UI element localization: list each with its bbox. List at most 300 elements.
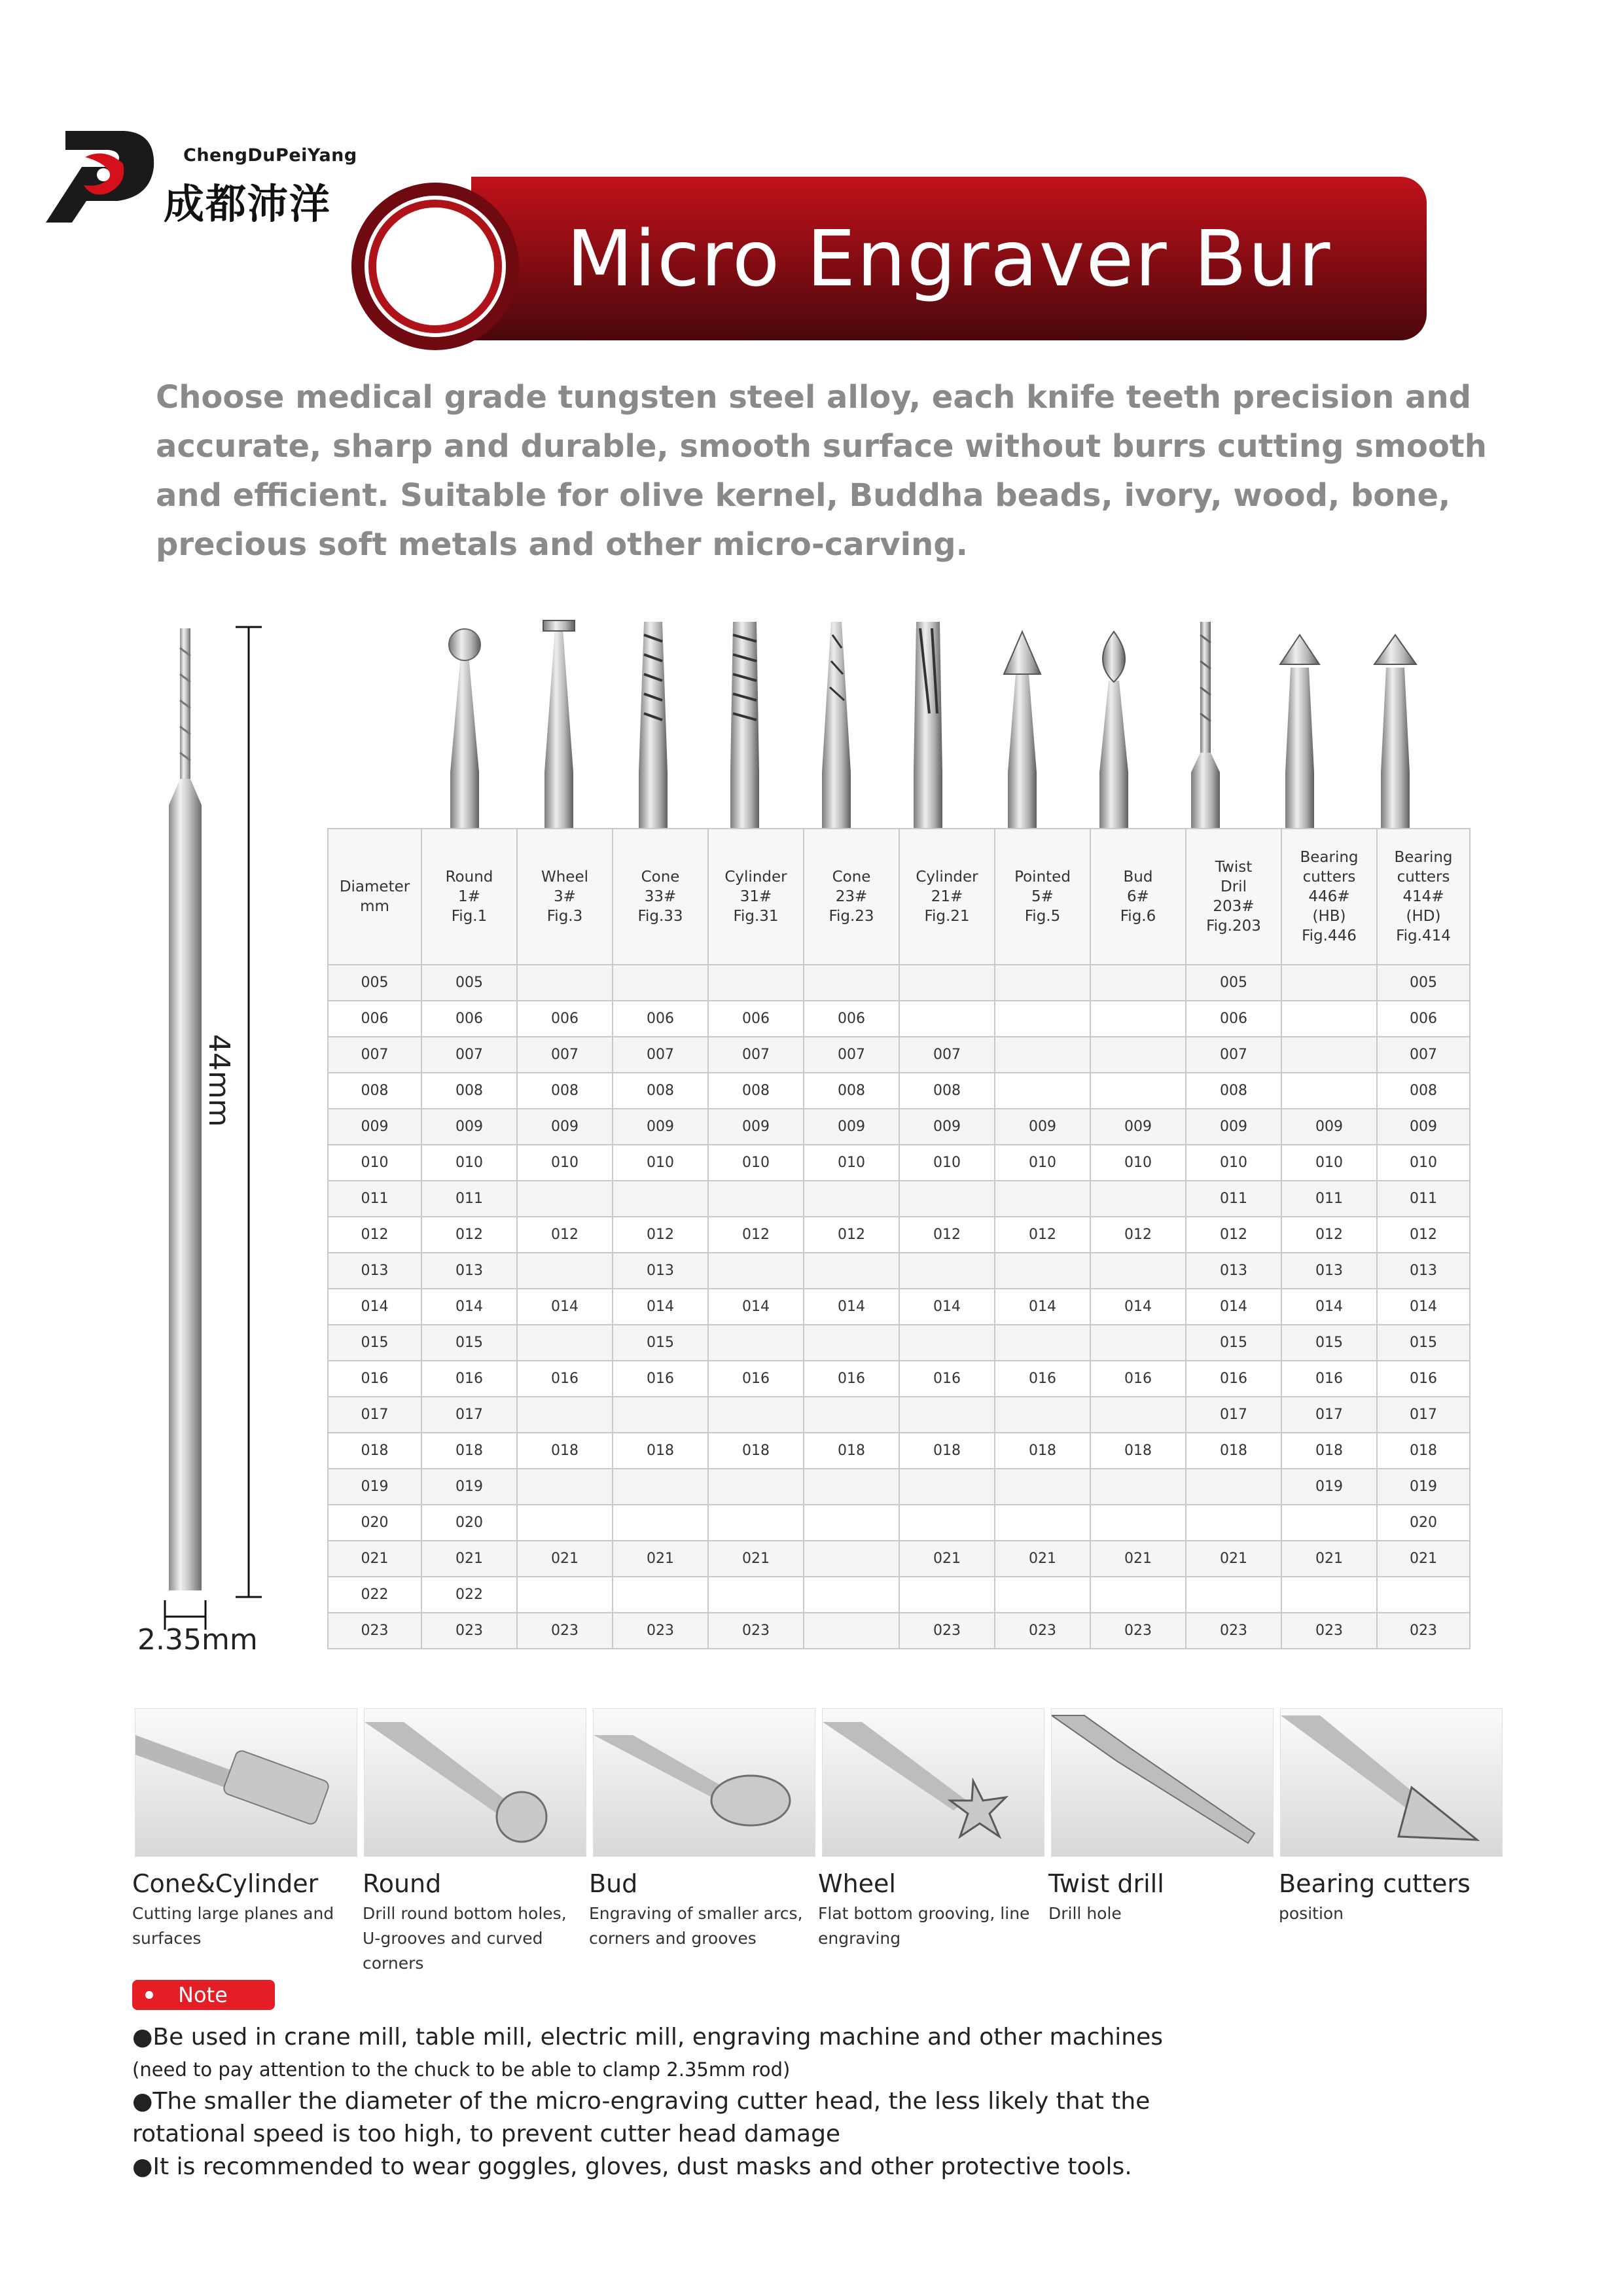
- table-cell: [1090, 1181, 1186, 1217]
- table-cell: 011: [421, 1181, 517, 1217]
- table-cell: [899, 1253, 995, 1289]
- table-cell: 014: [1090, 1289, 1186, 1325]
- wheel-photo: [822, 1708, 1044, 1857]
- table-cell: [1377, 1577, 1470, 1613]
- table-row: [328, 1289, 1470, 1325]
- table-cell: [899, 1001, 995, 1037]
- table-cell: [899, 1577, 995, 1613]
- table-cell: 018: [613, 1433, 708, 1469]
- table-header-cell: Bud 6# Fig.6: [1090, 829, 1186, 965]
- table-cell: 014: [421, 1289, 517, 1325]
- table-row: [328, 1253, 1470, 1289]
- table-cell: [899, 965, 995, 1001]
- table-cell: 021: [708, 1541, 804, 1577]
- table-cell: [804, 1253, 899, 1289]
- table-cell: [1090, 1577, 1186, 1613]
- table-cell: [1090, 1001, 1186, 1037]
- table-cell: 018: [708, 1433, 804, 1469]
- table-cell: 010: [1090, 1145, 1186, 1181]
- table-cell: 008: [804, 1073, 899, 1109]
- table-cell: 012: [899, 1217, 995, 1253]
- table-cell: [708, 1577, 804, 1613]
- table-cell: 008: [708, 1073, 804, 1109]
- tool-desc-bud: Engraving of smaller arcs, corners and grooves: [589, 1904, 803, 1948]
- table-cell: 005: [1377, 965, 1470, 1001]
- table-cell: 010: [1281, 1145, 1377, 1181]
- table-cell: 012: [1281, 1217, 1377, 1253]
- table-cell: 021: [1281, 1541, 1377, 1577]
- twist-drill-photo: [1051, 1708, 1274, 1857]
- table-cell: 009: [899, 1109, 995, 1145]
- table-cell: 009: [1377, 1109, 1470, 1145]
- table-cell: 018: [1281, 1433, 1377, 1469]
- table-row: [328, 1037, 1470, 1073]
- table-cell: 009: [421, 1109, 517, 1145]
- table-cell: 010: [1377, 1145, 1470, 1181]
- table-cell: [517, 965, 613, 1001]
- table-cell: 013: [1186, 1253, 1281, 1289]
- table-cell: 009: [1090, 1109, 1186, 1145]
- table-cell: 018: [517, 1433, 613, 1469]
- table-cell: [708, 965, 804, 1001]
- table-cell: 007: [804, 1037, 899, 1073]
- table-cell: 010: [517, 1145, 613, 1181]
- table-cell: 009: [995, 1109, 1090, 1145]
- table-cell: 013: [1377, 1253, 1470, 1289]
- table-row: [328, 1145, 1470, 1181]
- diameter-cell: 010: [328, 1145, 421, 1181]
- table-row: [328, 1577, 1470, 1613]
- diameter-cell: 005: [328, 965, 421, 1001]
- table-cell: 007: [613, 1037, 708, 1073]
- table-cell: 006: [804, 1001, 899, 1037]
- table-cell: 019: [1377, 1469, 1470, 1505]
- diameter-cell: 006: [328, 1001, 421, 1037]
- table-cell: 016: [1090, 1361, 1186, 1397]
- table-cell: [804, 1505, 899, 1541]
- table-cell: 018: [804, 1433, 899, 1469]
- tool-desc-wheel: Flat bottom grooving, line engraving: [818, 1904, 1030, 1948]
- table-cell: [1186, 1469, 1281, 1505]
- cylinder-21-bur-icon: [914, 622, 942, 831]
- brand-logo-icon: [46, 128, 157, 223]
- table-row: [328, 1469, 1470, 1505]
- diameter-cell: 019: [328, 1469, 421, 1505]
- table-cell: [899, 1325, 995, 1361]
- table-header-cell: Cylinder 21# Fig.21: [899, 829, 995, 965]
- diameter-spec-table: [327, 828, 1471, 1649]
- table-cell: [995, 1037, 1090, 1073]
- table-cell: [517, 1253, 613, 1289]
- table-cell: [708, 1469, 804, 1505]
- table-cell: 012: [421, 1217, 517, 1253]
- pointed-bur-icon: [1004, 632, 1041, 831]
- table-cell: 010: [995, 1145, 1090, 1181]
- intro-paragraph: Choose medical grade tungsten steel alloy, each knife teeth precision and accurate, sharp and durable, smooth surface without burrs cutting smooth and efficient. Suitable for olive kernel, Buddha beads, ivory, wood, bone, precious soft metals and other micro-carving.: [156, 379, 1487, 563]
- table-cell: 018: [421, 1433, 517, 1469]
- table-cell: 020: [1377, 1505, 1470, 1541]
- table-cell: [804, 1613, 899, 1649]
- table-cell: 014: [1281, 1289, 1377, 1325]
- table-cell: 015: [1377, 1325, 1470, 1361]
- diameter-cell: 022: [328, 1577, 421, 1613]
- table-cell: [613, 1181, 708, 1217]
- table-cell: 014: [708, 1289, 804, 1325]
- table-cell: 007: [421, 1037, 517, 1073]
- table-cell: 010: [613, 1145, 708, 1181]
- table-cell: [1281, 1073, 1377, 1109]
- diameter-cell: 023: [328, 1613, 421, 1649]
- table-cell: [708, 1253, 804, 1289]
- table-cell: 010: [804, 1145, 899, 1181]
- table-cell: 012: [1186, 1217, 1281, 1253]
- table-cell: [995, 1325, 1090, 1361]
- bud-photo: [593, 1708, 815, 1857]
- table-header-cell: Cone 33# Fig.33: [613, 829, 708, 965]
- table-header-cell: Bearing cutters 414# (HD) Fig.414: [1377, 829, 1470, 965]
- bearing-cutters-photo: [1280, 1708, 1503, 1857]
- table-cell: 011: [1377, 1181, 1470, 1217]
- table-cell: 016: [517, 1361, 613, 1397]
- cone-cylinder-bur-icon: [135, 1709, 357, 1856]
- table-cell: 021: [1377, 1541, 1470, 1577]
- table-header-row: [328, 829, 1470, 965]
- table-cell: 014: [613, 1289, 708, 1325]
- table-cell: 012: [613, 1217, 708, 1253]
- table-cell: 023: [995, 1613, 1090, 1649]
- diameter-cell: 015: [328, 1325, 421, 1361]
- table-cell: 008: [1186, 1073, 1281, 1109]
- table-cell: 021: [1186, 1541, 1281, 1577]
- length-dimension-label: 44mm: [202, 1034, 236, 1127]
- tool-name-round: Round: [363, 1869, 442, 1898]
- table-cell: [899, 1397, 995, 1433]
- table-cell: [995, 1397, 1090, 1433]
- table-cell: [613, 1469, 708, 1505]
- note-line-1-sub: (need to pay attention to the chuck to be able to clamp 2.35mm rod): [132, 2058, 791, 2081]
- bud-bur-icon: [1099, 632, 1128, 831]
- wheel-bur-photo-icon: [823, 1709, 1044, 1856]
- brand-name-cn: 成都沛洋: [164, 180, 332, 228]
- table-cell: [804, 1541, 899, 1577]
- table-row: [328, 1181, 1470, 1217]
- table-cell: 022: [421, 1577, 517, 1613]
- table-cell: 016: [421, 1361, 517, 1397]
- table-cell: 012: [708, 1217, 804, 1253]
- table-cell: 023: [517, 1613, 613, 1649]
- table-cell: [517, 1469, 613, 1505]
- tool-desc-twist-drill: Drill hole: [1048, 1904, 1122, 1923]
- table-cell: 006: [517, 1001, 613, 1037]
- table-cell: 008: [613, 1073, 708, 1109]
- table-cell: 021: [899, 1541, 995, 1577]
- table-cell: [995, 1001, 1090, 1037]
- table-cell: 013: [613, 1253, 708, 1289]
- table-cell: 017: [421, 1397, 517, 1433]
- table-cell: 006: [421, 1001, 517, 1037]
- notes-list: [132, 2021, 1539, 2183]
- table-cell: [517, 1397, 613, 1433]
- table-cell: [1090, 1037, 1186, 1073]
- table-header-cell: Bearing cutters 446# (HB) Fig.446: [1281, 829, 1377, 965]
- table-cell: [899, 1181, 995, 1217]
- table-cell: [804, 1577, 899, 1613]
- table-cell: 009: [708, 1109, 804, 1145]
- table-row: [328, 1505, 1470, 1541]
- table-row: [328, 1325, 1470, 1361]
- tool-name-wheel: Wheel: [818, 1869, 896, 1898]
- table-cell: [1281, 1577, 1377, 1613]
- note-dot-icon: [145, 1991, 153, 1999]
- diameter-cell: 021: [328, 1541, 421, 1577]
- table-cell: 006: [613, 1001, 708, 1037]
- table-cell: [995, 965, 1090, 1001]
- table-cell: 019: [1281, 1469, 1377, 1505]
- bearing-cutter-414-icon: [1374, 635, 1416, 831]
- twist-drill-photo-icon: [1052, 1709, 1273, 1856]
- table-cell: 005: [421, 965, 517, 1001]
- table-cell: [1186, 1505, 1281, 1541]
- table-cell: [1090, 1469, 1186, 1505]
- table-cell: 023: [899, 1613, 995, 1649]
- table-cell: 015: [1281, 1325, 1377, 1361]
- table-cell: 009: [613, 1109, 708, 1145]
- table-header-cell: Pointed 5# Fig.5: [995, 829, 1090, 965]
- table-cell: [804, 1325, 899, 1361]
- bearing-cutter-446-icon: [1280, 635, 1319, 831]
- table-cell: 010: [421, 1145, 517, 1181]
- table-cell: 015: [613, 1325, 708, 1361]
- bearing-cutter-photo-icon: [1281, 1709, 1502, 1856]
- diameter-cell: 016: [328, 1361, 421, 1397]
- table-cell: 008: [899, 1073, 995, 1109]
- table-cell: 014: [899, 1289, 995, 1325]
- cylinder-31-bur-icon: [730, 622, 759, 831]
- table-cell: 015: [421, 1325, 517, 1361]
- table-cell: 006: [708, 1001, 804, 1037]
- bur-types-illustration: [419, 609, 1479, 831]
- table-cell: [517, 1181, 613, 1217]
- table-cell: 016: [708, 1361, 804, 1397]
- table-cell: [995, 1073, 1090, 1109]
- table-row: [328, 1073, 1470, 1109]
- table-cell: [708, 1325, 804, 1361]
- table-cell: 010: [899, 1145, 995, 1181]
- table-cell: 006: [1186, 1001, 1281, 1037]
- table-row: [328, 1433, 1470, 1469]
- table-cell: 023: [708, 1613, 804, 1649]
- table-cell: [804, 1397, 899, 1433]
- tool-desc-cone-cylinder: Cutting large planes and surfaces: [132, 1904, 334, 1948]
- table-cell: 007: [1377, 1037, 1470, 1073]
- diameter-cell: 018: [328, 1433, 421, 1469]
- table-cell: 021: [517, 1541, 613, 1577]
- table-cell: 016: [995, 1361, 1090, 1397]
- table-cell: [804, 965, 899, 1001]
- table-cell: [517, 1577, 613, 1613]
- table-cell: [1090, 1073, 1186, 1109]
- table-row: [328, 1613, 1470, 1649]
- table-cell: 008: [421, 1073, 517, 1109]
- page-title: Micro Engraver Bur: [566, 213, 1332, 304]
- table-cell: 013: [421, 1253, 517, 1289]
- diameter-cell: 008: [328, 1073, 421, 1109]
- table-cell: [1281, 965, 1377, 1001]
- table-header-cell: Wheel 3# Fig.3: [517, 829, 613, 965]
- table-cell: 009: [804, 1109, 899, 1145]
- table-cell: 005: [1186, 965, 1281, 1001]
- tool-name-bearing-cutters: Bearing cutters: [1279, 1869, 1471, 1898]
- table-cell: 021: [995, 1541, 1090, 1577]
- round-bur-icon: [449, 629, 480, 831]
- diameter-cell: 013: [328, 1253, 421, 1289]
- table-cell: [1090, 1253, 1186, 1289]
- table-cell: 011: [1281, 1181, 1377, 1217]
- table-cell: 016: [804, 1361, 899, 1397]
- table-cell: [1090, 1325, 1186, 1361]
- table-cell: 018: [995, 1433, 1090, 1469]
- table-cell: [995, 1253, 1090, 1289]
- table-cell: 009: [517, 1109, 613, 1145]
- table-cell: [995, 1577, 1090, 1613]
- table-row: [328, 1397, 1470, 1433]
- table-cell: 016: [1186, 1361, 1281, 1397]
- table-cell: 010: [708, 1145, 804, 1181]
- table-cell: 016: [613, 1361, 708, 1397]
- table-header-cell: Round 1# Fig.1: [421, 829, 517, 965]
- diameter-cell: 009: [328, 1109, 421, 1145]
- table-cell: [1186, 1577, 1281, 1613]
- table-row: [328, 1361, 1470, 1397]
- table-cell: 023: [1281, 1613, 1377, 1649]
- tool-desc-bearing-cutters: position: [1279, 1904, 1344, 1923]
- table-cell: [613, 965, 708, 1001]
- table-header-diameter: Diameter mm: [328, 829, 421, 965]
- diameter-cell: 011: [328, 1181, 421, 1217]
- twist-drill-icon: [1191, 622, 1220, 831]
- table-cell: 018: [899, 1433, 995, 1469]
- table-cell: [708, 1181, 804, 1217]
- round-bur-photo-icon: [365, 1709, 586, 1856]
- table-cell: 007: [1186, 1037, 1281, 1073]
- table-cell: 009: [1281, 1109, 1377, 1145]
- table-cell: 009: [1186, 1109, 1281, 1145]
- table-cell: 014: [804, 1289, 899, 1325]
- diameter-cell: 007: [328, 1037, 421, 1073]
- table-cell: [613, 1505, 708, 1541]
- table-cell: [995, 1505, 1090, 1541]
- wheel-bur-icon: [543, 620, 575, 831]
- table-row: [328, 1541, 1470, 1577]
- table-cell: [1090, 1505, 1186, 1541]
- table-cell: [899, 1505, 995, 1541]
- table-cell: 012: [804, 1217, 899, 1253]
- table-cell: 017: [1377, 1397, 1470, 1433]
- table-cell: [1281, 1505, 1377, 1541]
- diameter-cell: 020: [328, 1505, 421, 1541]
- diameter-cell: 012: [328, 1217, 421, 1253]
- table-cell: 015: [1186, 1325, 1281, 1361]
- table-cell: 013: [1281, 1253, 1377, 1289]
- table-cell: 016: [1377, 1361, 1470, 1397]
- table-header-cell: Cone 23# Fig.23: [804, 829, 899, 965]
- table-header-cell: Twist Dril 203# Fig.203: [1186, 829, 1281, 965]
- table-cell: 014: [1186, 1289, 1281, 1325]
- table-cell: 023: [421, 1613, 517, 1649]
- tool-desc-round: Drill round bottom holes, U-grooves and curved corners: [363, 1904, 567, 1973]
- table-cell: [995, 1181, 1090, 1217]
- brand-name-en: ChengDuPeiYang: [183, 145, 357, 166]
- table-header-cell: Cylinder 31# Fig.31: [708, 829, 804, 965]
- table-cell: [995, 1469, 1090, 1505]
- diameter-cell: 014: [328, 1289, 421, 1325]
- tool-name-twist-drill: Twist drill: [1048, 1869, 1164, 1898]
- table-cell: 021: [613, 1541, 708, 1577]
- bud-bur-photo-icon: [594, 1709, 815, 1856]
- table-cell: [1090, 1397, 1186, 1433]
- table-cell: 023: [1377, 1613, 1470, 1649]
- table-cell: 023: [1090, 1613, 1186, 1649]
- table-cell: 023: [1186, 1613, 1281, 1649]
- table-cell: 014: [995, 1289, 1090, 1325]
- table-cell: 008: [1377, 1073, 1470, 1109]
- table-cell: 016: [899, 1361, 995, 1397]
- table-row: [328, 965, 1470, 1001]
- cone-23-bur-icon: [822, 622, 851, 831]
- round-photo: [364, 1708, 586, 1857]
- table-cell: 008: [517, 1073, 613, 1109]
- table-cell: 020: [421, 1505, 517, 1541]
- tool-name-cone-cylinder: Cone&Cylinder: [132, 1869, 319, 1898]
- table-cell: 010: [1186, 1145, 1281, 1181]
- table-cell: 006: [1377, 1001, 1470, 1037]
- note-badge: [132, 1980, 275, 2010]
- table-cell: 012: [517, 1217, 613, 1253]
- note-line-3: ●It is recommended to wear goggles, gloves, dust masks and other protective tools.: [132, 2153, 1132, 2180]
- table-cell: 007: [708, 1037, 804, 1073]
- cone-33-bur-icon: [639, 622, 668, 831]
- table-cell: [1281, 1001, 1377, 1037]
- table-cell: 007: [899, 1037, 995, 1073]
- table-cell: [613, 1397, 708, 1433]
- table-cell: 017: [1186, 1397, 1281, 1433]
- table-cell: [708, 1397, 804, 1433]
- table-cell: [708, 1505, 804, 1541]
- table-cell: 012: [1377, 1217, 1470, 1253]
- note-label: Note: [178, 1982, 228, 2007]
- table-cell: 019: [421, 1469, 517, 1505]
- table-cell: [899, 1469, 995, 1505]
- table-cell: [517, 1325, 613, 1361]
- note-line-1: ●Be used in crane mill, table mill, electric mill, engraving machine and other machines: [132, 2024, 1164, 2051]
- table-cell: 018: [1186, 1433, 1281, 1469]
- table-cell: 018: [1090, 1433, 1186, 1469]
- table-cell: [517, 1505, 613, 1541]
- shank-dimension-label: 2.35mm: [137, 1623, 258, 1657]
- table-row: [328, 1109, 1470, 1145]
- table-cell: 012: [1090, 1217, 1186, 1253]
- table-cell: 021: [421, 1541, 517, 1577]
- table-cell: [804, 1469, 899, 1505]
- table-cell: 023: [613, 1613, 708, 1649]
- table-cell: 017: [1281, 1397, 1377, 1433]
- tool-name-bud: Bud: [589, 1869, 638, 1898]
- table-row: [328, 1217, 1470, 1253]
- note-line-2a: ●The smaller the diameter of the micro-engraving cutter head, the less likely that the: [132, 2088, 1150, 2115]
- table-cell: [1090, 965, 1186, 1001]
- diameter-cell: 017: [328, 1397, 421, 1433]
- bur-dimension-drawing: [118, 609, 314, 1669]
